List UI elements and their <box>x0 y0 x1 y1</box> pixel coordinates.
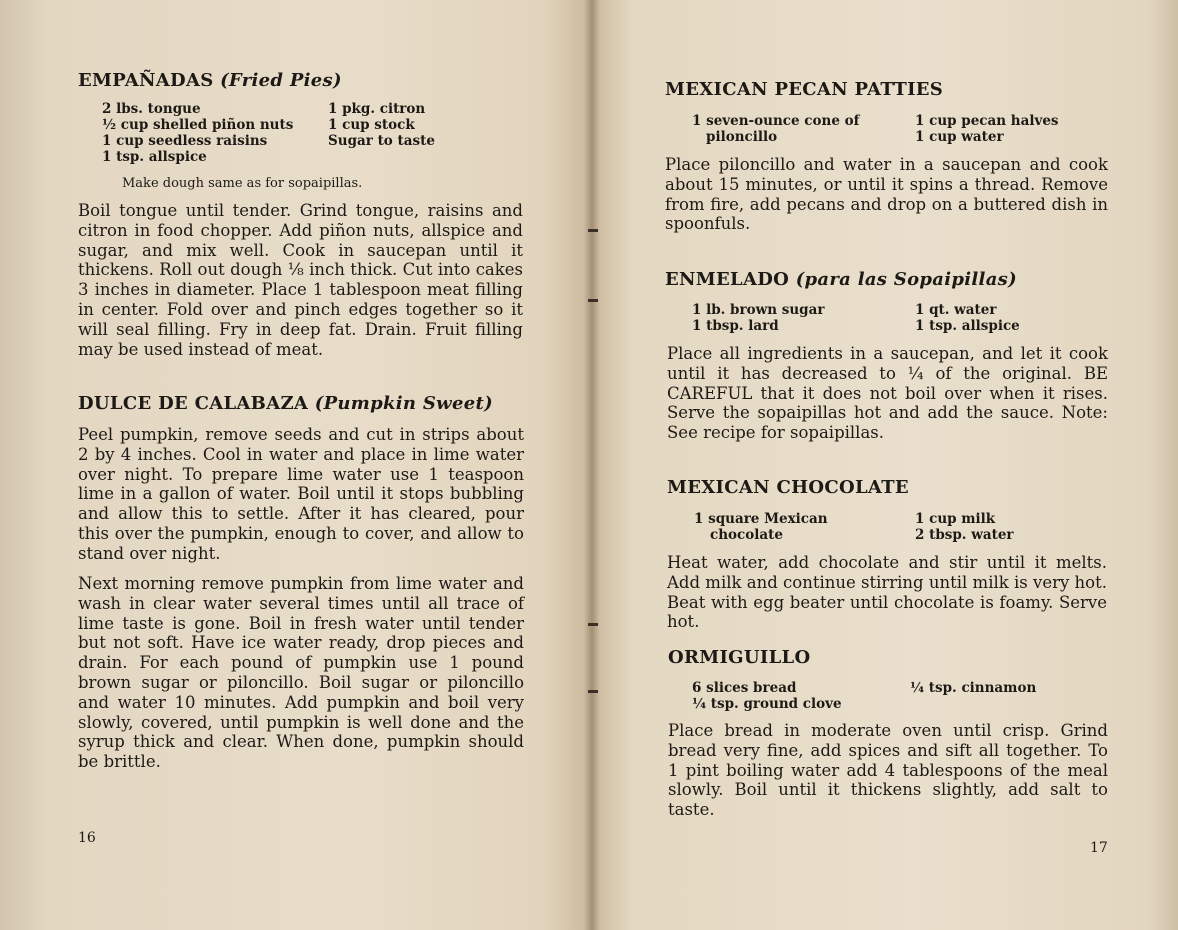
binding-gutter <box>584 0 600 930</box>
ormiguillo-ingredients-col2 <box>910 680 1036 696</box>
ormiguillo-instructions: Place bread in moderate oven until crisp. Grind bread very fine, add spices and sift all together. To 1 pint boiling water add 4 tablespoons of the meal slowly. Boil until it thickens slightly, add salt to taste. <box>668 721 1108 820</box>
binding-mark <box>588 229 598 232</box>
enmelado-instructions: Place all ingredients in a saucepan, and let it cook until it has decreased to ¼ of the original. BE CAREFUL that it does not boil over when it rises. Serve the sopaipillas hot and add the sauce. Note: See recipe for sopaipillas. <box>667 344 1108 443</box>
ingredient: 1 seven-ounce cone of <box>692 113 860 129</box>
ingredient: Sugar to taste <box>328 133 435 149</box>
empanadas-instructions: Boil tongue until tender. Grind tongue, raisins and citron in food chopper. Add piñon nuts, allspice and sugar, and mix well. Cook in saucepan until it thickens. Roll out dough ⅛ inch thick. Cut into cakes 3 inches in diameter. Place 1 tablespoon meat filling in center. Fold over and pinch edges together so it will seal filling. Fry in deep fat. Drain. Fruit filling may be used instead of meat. <box>78 201 523 359</box>
ingredient: 2 tbsp. water <box>915 527 1014 543</box>
empanadas-note: Make dough same as for sopaipillas. <box>122 176 363 191</box>
dulce-heading <box>78 393 493 414</box>
ingredient: chocolate <box>710 527 783 543</box>
chocolate-heading <box>667 477 909 498</box>
ingredient: 1 tsp. allspice <box>102 149 207 165</box>
enmelado-subtitle: (para las Sopaipillas) <box>795 269 1017 290</box>
chocolate-ingredients-col2 <box>915 511 1014 543</box>
empanadas-title: EMPAÑADAS <box>78 70 214 91</box>
ingredient: 1 lb. brown sugar <box>692 302 825 318</box>
ingredient: 1 pkg. citron <box>328 101 426 117</box>
enmelado-title: ENMELADO <box>665 269 790 290</box>
ingredient: 1 qt. water <box>915 302 997 318</box>
ingredient: ½ cup shelled piñon nuts <box>102 117 294 133</box>
ingredient: 1 cup pecan halves <box>915 113 1059 129</box>
pecan-title: MEXICAN PECAN PATTIES <box>665 79 944 100</box>
enmelado-ingredients-col1 <box>692 302 824 334</box>
chocolate-title: MEXICAN CHOCOLATE <box>667 477 909 498</box>
dulce-title: DULCE DE CALABAZA <box>78 393 309 414</box>
enmelado-ingredients-col2 <box>915 302 1020 334</box>
ormiguillo-ingredients-col1 <box>692 680 842 712</box>
chocolate-ingredients-col1 <box>694 511 828 543</box>
ingredient: 2 lbs. tongue <box>102 101 201 117</box>
pecan-instructions: Place piloncillo and water in a saucepan and cook about 15 minutes, or until it spins a thread. Remove from fire, add pecans and drop on a buttered dish in spoonfuls. <box>665 155 1108 234</box>
empanadas-subtitle: (Fried Pies) <box>220 70 342 91</box>
ingredient: ¼ tsp. ground clove <box>692 696 842 712</box>
ingredient: 1 cup milk <box>915 511 996 527</box>
ingredient: 6 slices bread <box>692 680 797 696</box>
right-page <box>592 0 1178 930</box>
ormiguillo-heading <box>668 647 810 668</box>
ormiguillo-title: ORMIGUILLO <box>668 647 811 668</box>
empanadas-ingredients-col2 <box>328 101 435 149</box>
enmelado-heading <box>665 269 1017 290</box>
pecan-ingredients-col1 <box>692 113 859 145</box>
ingredient: 1 cup water <box>915 129 1004 145</box>
dulce-paragraph-1: Peel pumpkin, remove seeds and cut in strips about 2 by 4 inches. Cool in water and place in lime water over night. To prepare lime water use 1 teaspoon lime in a gallon of water. Boil until it stops bubbling and allow this to settle. After it has cleared, pour this over the pumpkin, enough to cover, and allow to stand over night. <box>78 425 524 563</box>
ingredient: 1 tbsp. lard <box>692 318 779 334</box>
pecan-ingredients-col2 <box>915 113 1059 145</box>
empanadas-ingredients-col1 <box>102 101 293 165</box>
binding-mark <box>588 623 598 626</box>
ingredient: 1 tsp. allspice <box>915 318 1020 334</box>
ingredient: ¼ tsp. cinnamon <box>910 680 1037 696</box>
ingredient: 1 cup seedless raisins <box>102 133 268 149</box>
dulce-subtitle: (Pumpkin Sweet) <box>314 393 493 414</box>
ingredient: 1 square Mexican <box>694 511 828 527</box>
ingredient: piloncillo <box>706 129 778 145</box>
binding-mark <box>588 690 598 693</box>
pecan-heading <box>665 79 943 100</box>
page-number-right: 17 <box>1090 840 1108 856</box>
empanadas-heading <box>78 70 342 91</box>
binding-mark <box>588 299 598 302</box>
ingredient: 1 cup stock <box>328 117 415 133</box>
dulce-paragraph-2: Next morning remove pumpkin from lime water and wash in clear water several times until all trace of lime taste is gone. Boil in fresh water until tender but not soft. Have ice water ready, drop pieces and drain. For each pound of pumpkin use 1 pound brown sugar or piloncillo. Boil sugar or piloncillo and water 10 minutes. Add pumpkin and boil very slowly, covered, until pumpkin is well done and the syrup thick and clear. When done, pumpkin should be brittle. <box>78 574 524 772</box>
page-number-left: 16 <box>78 830 96 846</box>
chocolate-instructions: Heat water, add chocolate and stir until it melts. Add milk and continue stirring until milk is very hot. Beat with egg beater until chocolate is foamy. Serve hot. <box>667 553 1107 632</box>
